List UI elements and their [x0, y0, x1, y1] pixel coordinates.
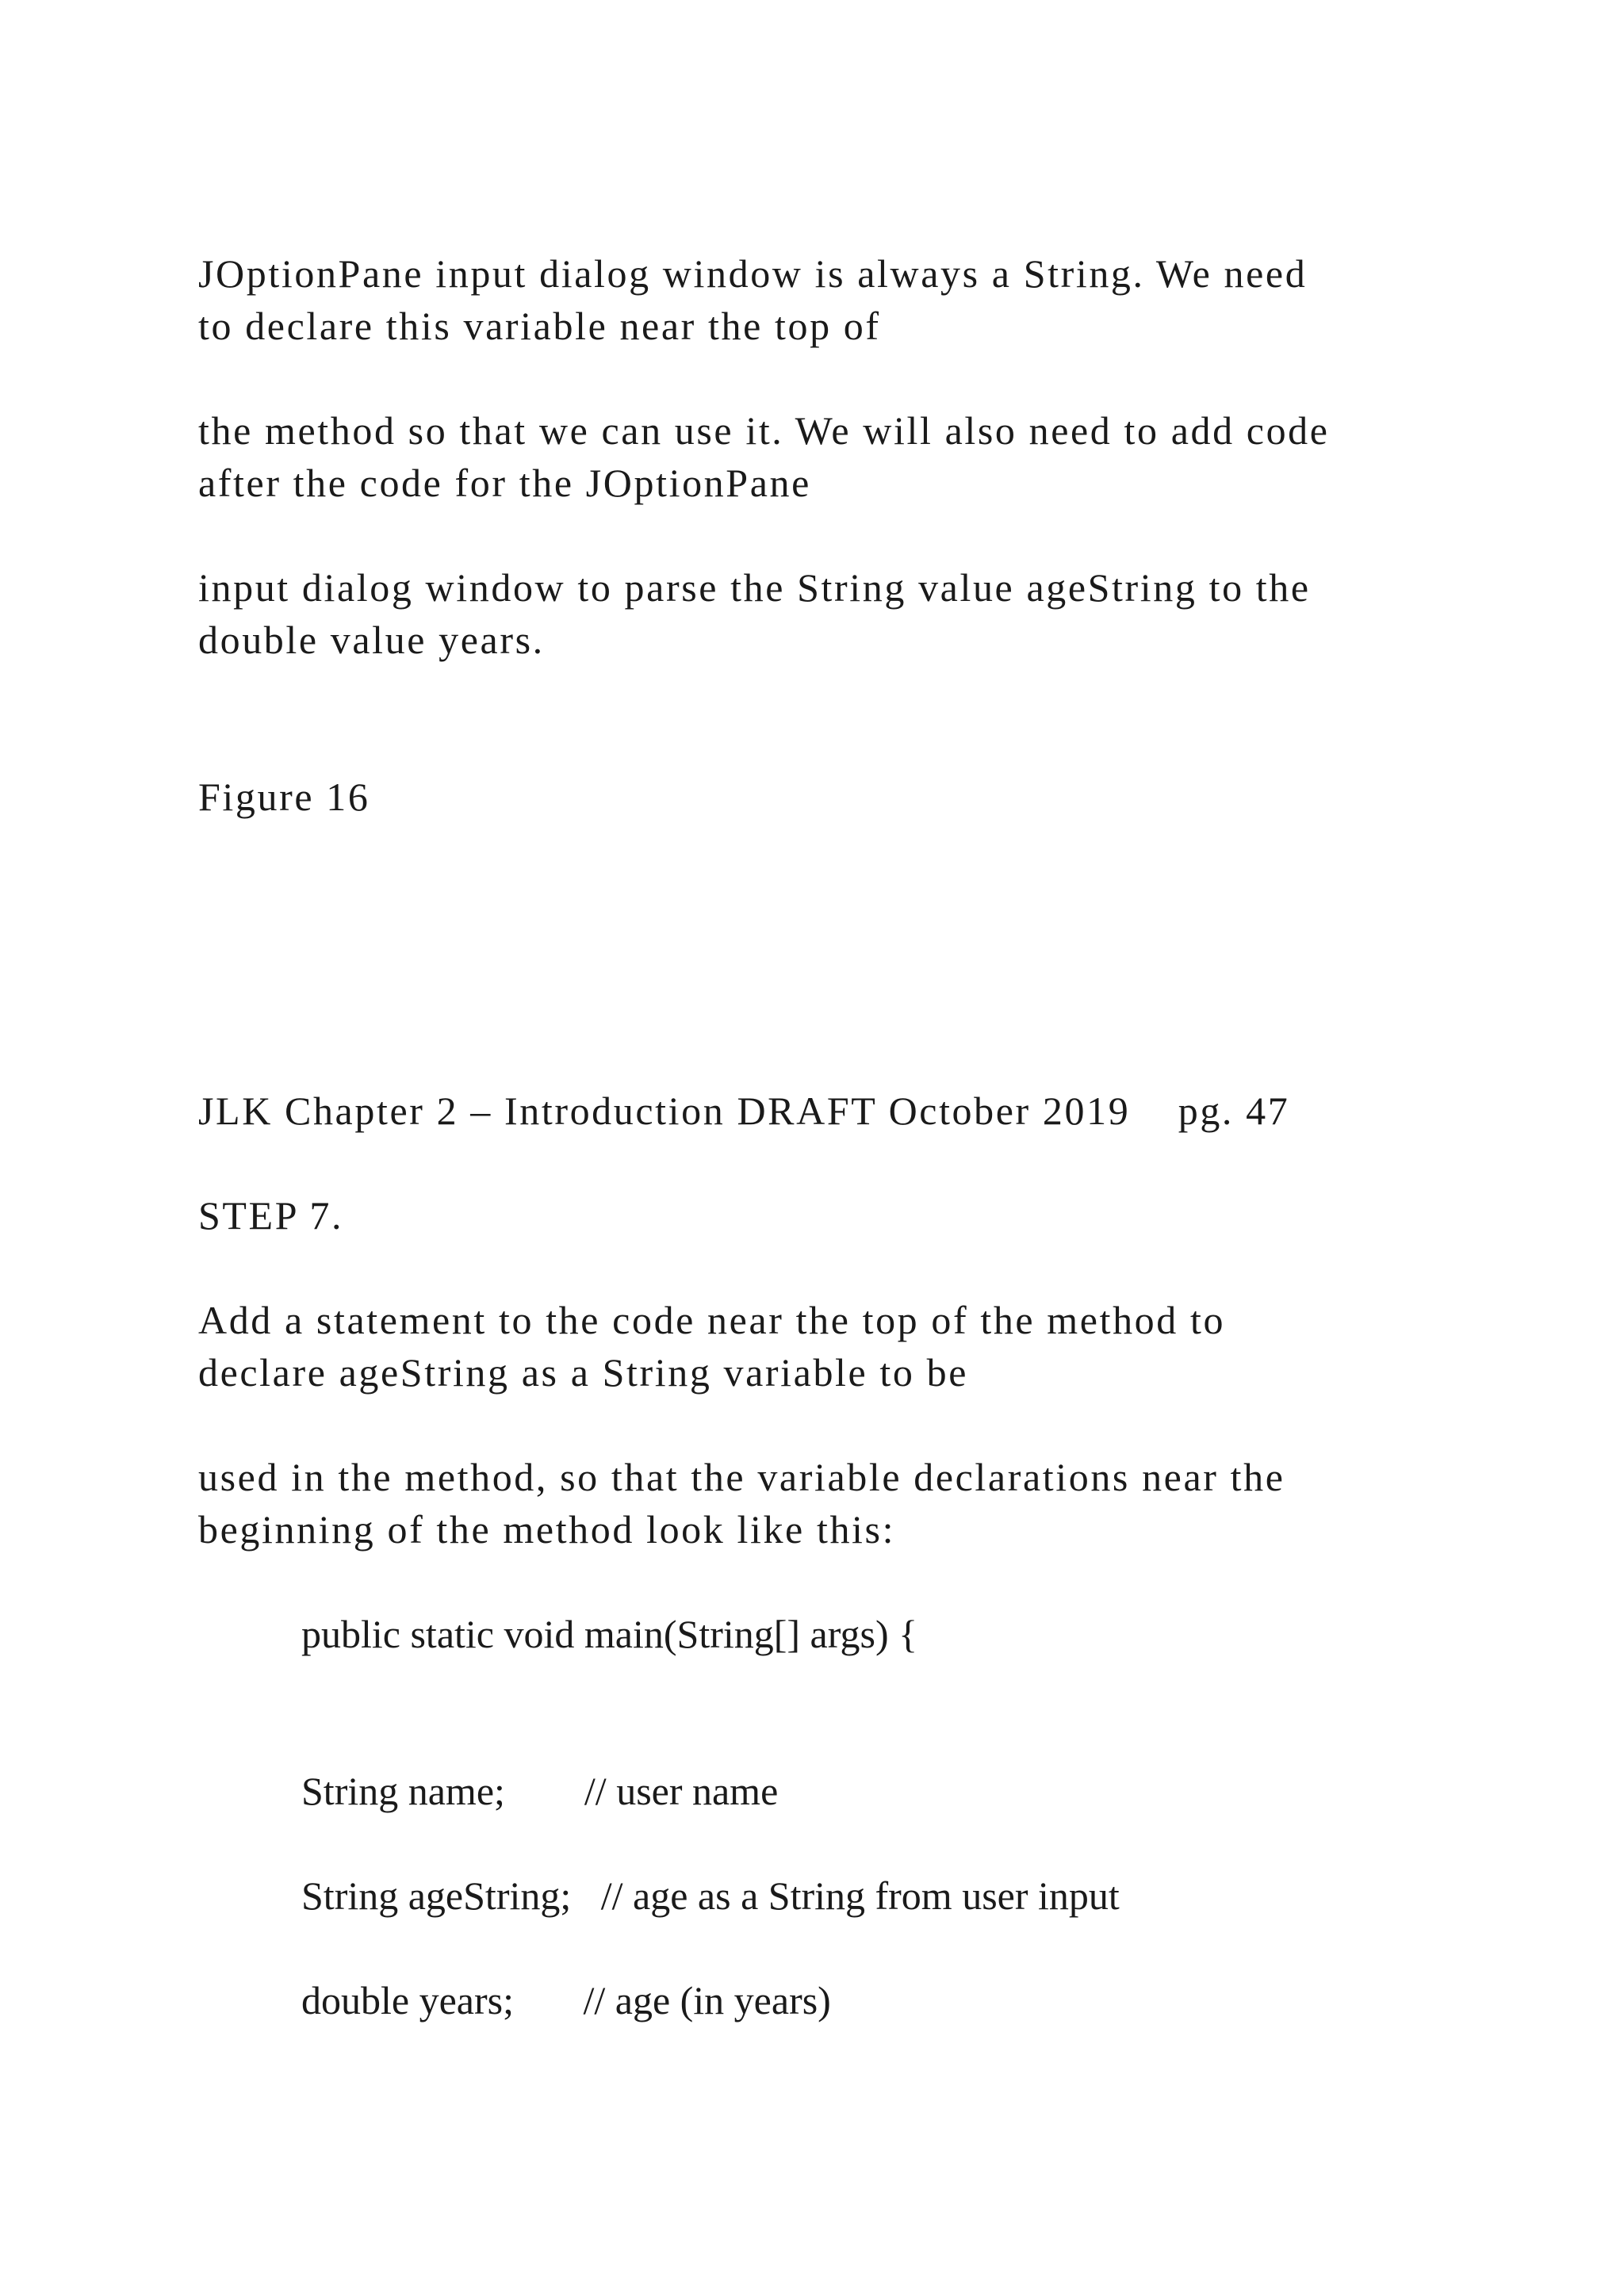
- paragraph-line: after the code for the JOptionPane: [198, 461, 811, 505]
- code-declaration-years: double years; // age (in years): [301, 1978, 831, 2022]
- step-heading: STEP 7.: [198, 1193, 344, 1238]
- paragraph-line: Add a statement to the code near the top of the method to: [198, 1298, 1226, 1342]
- page-footer: [198, 1085, 1289, 1137]
- paragraph-line: input dialog window to parse the String value ageString to the: [198, 565, 1311, 610]
- footer-title: JLK Chapter 2 – Introduction DRAFT October 2019: [198, 1089, 1131, 1133]
- code-method-signature: public static void main(String[] args) {: [301, 1612, 918, 1656]
- page-number: pg. 47: [1178, 1089, 1290, 1133]
- paragraph-line: double value years.: [198, 618, 545, 662]
- figure-caption: Figure 16: [198, 775, 370, 819]
- paragraph-string-input: [198, 247, 1435, 352]
- paragraph-step-instruction: [198, 1294, 1435, 1399]
- paragraph-line: the method so that we can use it. We will also need to add code: [198, 408, 1330, 453]
- paragraph-step-detail: [198, 1451, 1435, 1556]
- code-declaration-age-string: String ageString; // age as a String from user input: [301, 1873, 1120, 1918]
- paragraph-line: used in the method, so that the variable declarations near the: [198, 1455, 1285, 1499]
- paragraph-line: to declare this variable near the top of: [198, 304, 881, 348]
- paragraph-line: beginning of the method look like this:: [198, 1507, 896, 1552]
- code-declaration-name: String name; // user name: [301, 1769, 779, 1813]
- paragraph-parse-double: [198, 561, 1435, 666]
- paragraph-line: declare ageString as a String variable to be: [198, 1350, 969, 1395]
- paragraph-parse-code: [198, 404, 1435, 509]
- paragraph-line: JOptionPane input dialog window is always a String. We need: [198, 251, 1308, 296]
